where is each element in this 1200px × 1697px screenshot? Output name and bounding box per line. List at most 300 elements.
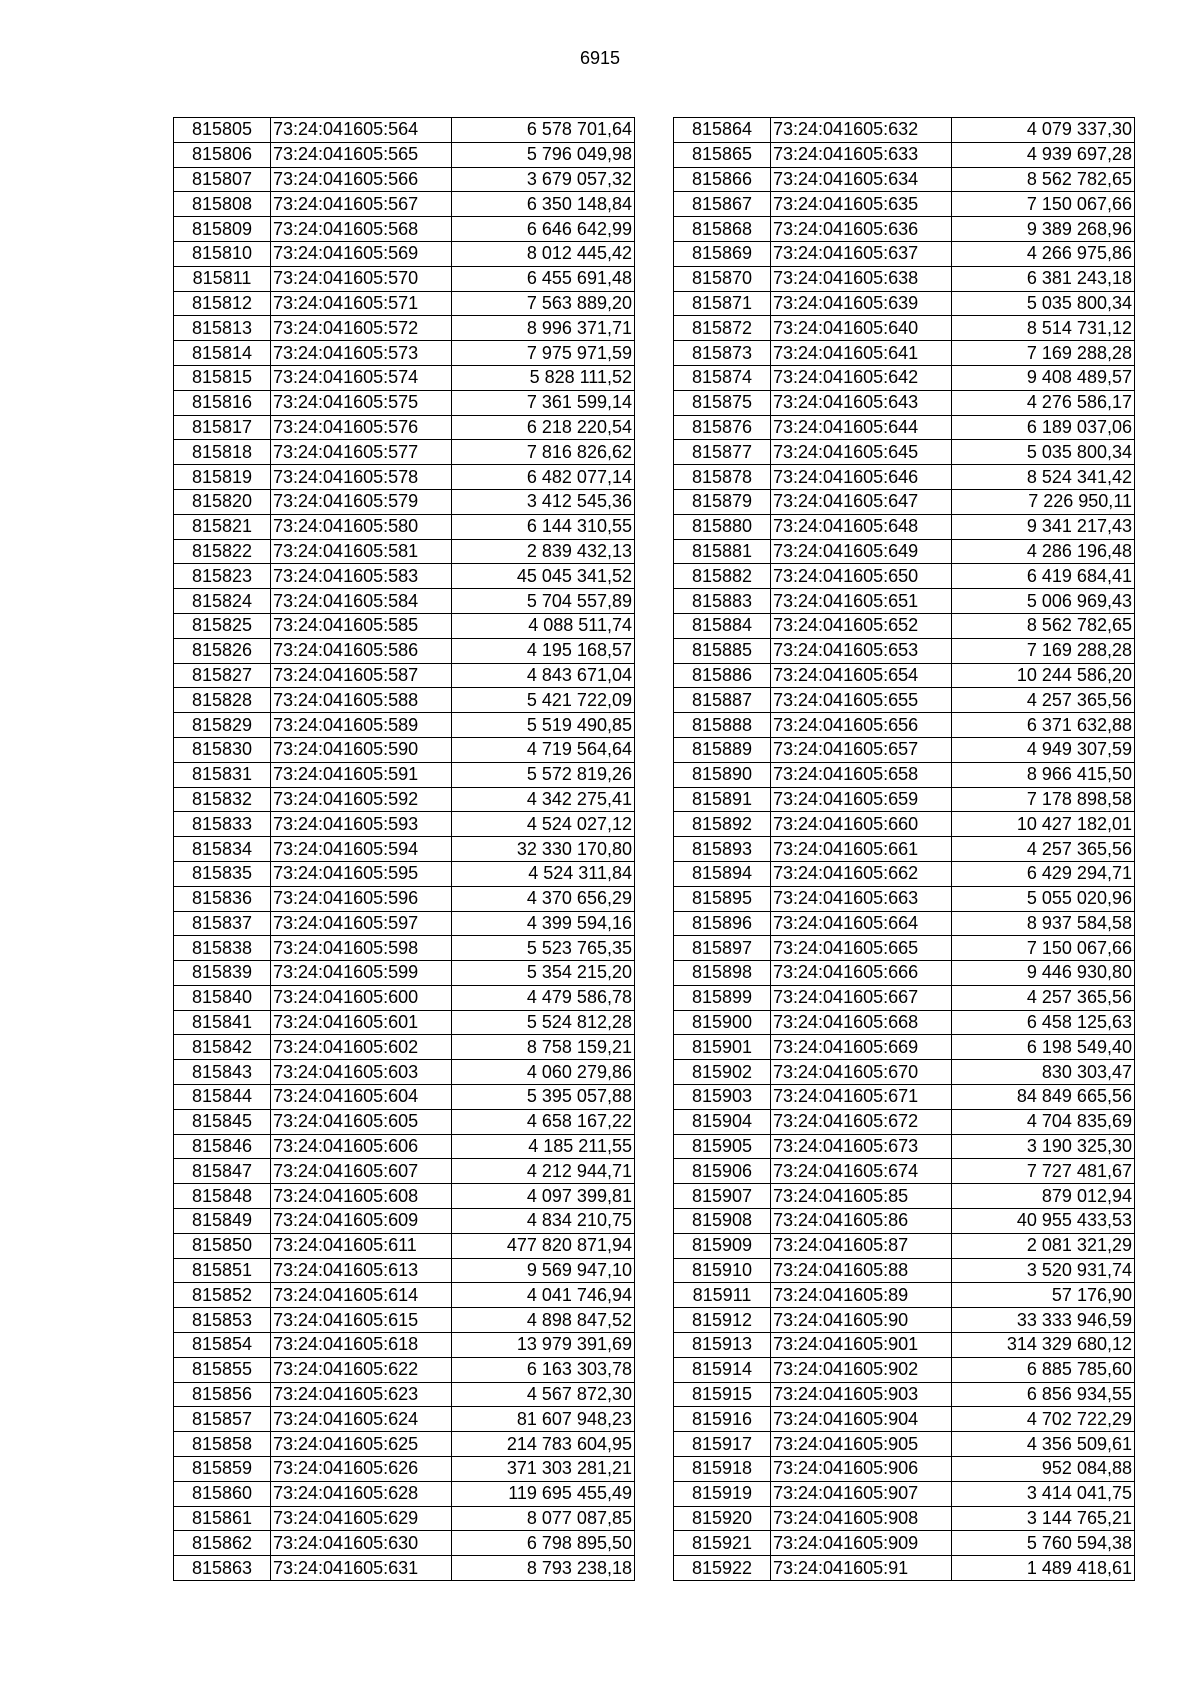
cadastral-number-cell: 73:24:041605:566: [271, 167, 452, 192]
value-cell: 7 150 067,66: [952, 192, 1135, 217]
value-cell: 5 354 215,20: [452, 961, 635, 986]
value-cell: 6 218 220,54: [452, 415, 635, 440]
cadastral-number-cell: 73:24:041605:661: [771, 837, 952, 862]
cadastral-number-cell: 73:24:041605:569: [271, 241, 452, 266]
value-cell: 8 077 087,85: [452, 1506, 635, 1531]
cadastral-number-cell: 73:24:041605:633: [771, 142, 952, 167]
value-cell: 477 820 871,94: [452, 1233, 635, 1258]
value-cell: 4 060 279,86: [452, 1060, 635, 1085]
row-number-cell: 815902: [674, 1060, 771, 1085]
row-number-cell: 815917: [674, 1432, 771, 1457]
table-row: [174, 663, 635, 688]
cadastral-number-cell: 73:24:041605:602: [271, 1035, 452, 1060]
table-row: [674, 1010, 1135, 1035]
cadastral-number-cell: 73:24:041605:648: [771, 514, 952, 539]
row-number-cell: 815812: [174, 291, 271, 316]
row-number-cell: 815893: [674, 837, 771, 862]
value-cell: 8 562 782,65: [952, 613, 1135, 638]
cadastral-number-cell: 73:24:041605:652: [771, 613, 952, 638]
cadastral-number-cell: 73:24:041605:649: [771, 539, 952, 564]
cadastral-number-cell: 73:24:041605:594: [271, 837, 452, 862]
table-row: [174, 415, 635, 440]
cadastral-number-cell: 73:24:041605:584: [271, 589, 452, 614]
table-row: [174, 365, 635, 390]
table-row: [174, 192, 635, 217]
value-cell: 4 524 311,84: [452, 861, 635, 886]
row-number-cell: 815875: [674, 390, 771, 415]
value-cell: 4 834 210,75: [452, 1209, 635, 1234]
cadastral-number-cell: 73:24:041605:905: [771, 1432, 952, 1457]
value-cell: 81 607 948,23: [452, 1407, 635, 1432]
value-cell: 6 455 691,48: [452, 266, 635, 291]
row-number-cell: 815900: [674, 1010, 771, 1035]
cadastral-number-cell: 73:24:041605:651: [771, 589, 952, 614]
row-number-cell: 815888: [674, 713, 771, 738]
row-number-cell: 815809: [174, 217, 271, 242]
cadastral-number-cell: 73:24:041605:659: [771, 787, 952, 812]
row-number-cell: 815821: [174, 514, 271, 539]
cadastral-number-cell: 73:24:041605:614: [271, 1283, 452, 1308]
cadastral-number-cell: 73:24:041605:642: [771, 365, 952, 390]
table-row: [674, 1432, 1135, 1457]
value-cell: 32 330 170,80: [452, 837, 635, 862]
row-number-cell: 815868: [674, 217, 771, 242]
row-number-cell: 815870: [674, 266, 771, 291]
table-row: [174, 1209, 635, 1234]
cadastral-number-cell: 73:24:041605:592: [271, 787, 452, 812]
row-number-cell: 815866: [674, 167, 771, 192]
cadastral-number-cell: 73:24:041605:615: [271, 1308, 452, 1333]
table-row: [174, 688, 635, 713]
table-row: [174, 514, 635, 539]
table-row: [174, 812, 635, 837]
table-row: [174, 1159, 635, 1184]
row-number-cell: 815897: [674, 936, 771, 961]
value-cell: 9 341 217,43: [952, 514, 1135, 539]
table-row: [674, 1184, 1135, 1209]
value-cell: 6 189 037,06: [952, 415, 1135, 440]
cadastral-number-cell: 73:24:041605:577: [271, 440, 452, 465]
value-cell: 4 195 168,57: [452, 638, 635, 663]
cadastral-number-cell: 73:24:041605:666: [771, 961, 952, 986]
value-cell: 214 783 604,95: [452, 1432, 635, 1457]
value-cell: 8 996 371,71: [452, 316, 635, 341]
row-number-cell: 815886: [674, 663, 771, 688]
value-cell: 830 303,47: [952, 1060, 1135, 1085]
row-number-cell: 815849: [174, 1209, 271, 1234]
row-number-cell: 815862: [174, 1531, 271, 1556]
row-number-cell: 815912: [674, 1308, 771, 1333]
cadastral-number-cell: 73:24:041605:576: [271, 415, 452, 440]
table-row: [174, 1233, 635, 1258]
table-row: [174, 1382, 635, 1407]
value-cell: 7 361 599,14: [452, 390, 635, 415]
row-number-cell: 815863: [174, 1556, 271, 1581]
row-number-cell: 815907: [674, 1184, 771, 1209]
cadastral-number-cell: 73:24:041605:635: [771, 192, 952, 217]
table-row: [174, 118, 635, 143]
value-cell: 4 898 847,52: [452, 1308, 635, 1333]
table-row: [674, 1085, 1135, 1110]
cadastral-number-cell: 73:24:041605:586: [271, 638, 452, 663]
row-number-cell: 815846: [174, 1134, 271, 1159]
value-cell: 8 524 341,42: [952, 465, 1135, 490]
row-number-cell: 815879: [674, 489, 771, 514]
table-row: [174, 142, 635, 167]
left-table-body: [174, 118, 635, 1581]
table-row: [674, 1457, 1135, 1482]
value-cell: 40 955 433,53: [952, 1209, 1135, 1234]
cadastral-number-cell: 73:24:041605:669: [771, 1035, 952, 1060]
cadastral-number-cell: 73:24:041605:626: [271, 1457, 452, 1482]
value-cell: 4 088 511,74: [452, 613, 635, 638]
cadastral-number-cell: 73:24:041605:650: [771, 564, 952, 589]
row-number-cell: 815806: [174, 142, 271, 167]
row-number-cell: 815880: [674, 514, 771, 539]
row-number-cell: 815822: [174, 539, 271, 564]
row-number-cell: 815807: [174, 167, 271, 192]
cadastral-number-cell: 73:24:041605:580: [271, 514, 452, 539]
value-cell: 5 796 049,98: [452, 142, 635, 167]
cadastral-number-cell: 73:24:041605:630: [271, 1531, 452, 1556]
value-cell: 6 198 549,40: [952, 1035, 1135, 1060]
table-row: [674, 737, 1135, 762]
table-row: [674, 291, 1135, 316]
row-number-cell: 815811: [174, 266, 271, 291]
table-row: [174, 589, 635, 614]
cadastral-number-cell: 73:24:041605:593: [271, 812, 452, 837]
row-number-cell: 815850: [174, 1233, 271, 1258]
row-number-cell: 815831: [174, 762, 271, 787]
table-row: [174, 1308, 635, 1333]
value-cell: 8 793 238,18: [452, 1556, 635, 1581]
row-number-cell: 815867: [674, 192, 771, 217]
table-row: [674, 564, 1135, 589]
table-row: [174, 638, 635, 663]
cadastral-number-cell: 73:24:041605:568: [271, 217, 452, 242]
cadastral-number-cell: 73:24:041605:613: [271, 1258, 452, 1283]
row-number-cell: 815848: [174, 1184, 271, 1209]
value-cell: 7 178 898,58: [952, 787, 1135, 812]
value-cell: 4 370 656,29: [452, 886, 635, 911]
value-cell: 9 389 268,96: [952, 217, 1135, 242]
value-cell: 4 342 275,41: [452, 787, 635, 812]
value-cell: 6 458 125,63: [952, 1010, 1135, 1035]
cadastral-number-cell: 73:24:041605:578: [271, 465, 452, 490]
cadastral-number-cell: 73:24:041605:591: [271, 762, 452, 787]
table-row: [174, 861, 635, 886]
row-number-cell: 815844: [174, 1085, 271, 1110]
value-cell: 4 658 167,22: [452, 1109, 635, 1134]
cadastral-number-cell: 73:24:041605:574: [271, 365, 452, 390]
cadastral-number-cell: 73:24:041605:643: [771, 390, 952, 415]
row-number-cell: 815881: [674, 539, 771, 564]
value-cell: 4 079 337,30: [952, 118, 1135, 143]
cadastral-number-cell: 73:24:041605:657: [771, 737, 952, 762]
cadastral-number-cell: 73:24:041605:656: [771, 713, 952, 738]
row-number-cell: 815921: [674, 1531, 771, 1556]
row-number-cell: 815884: [674, 613, 771, 638]
table-row: [674, 861, 1135, 886]
table-row: [174, 1258, 635, 1283]
cadastral-number-cell: 73:24:041605:631: [271, 1556, 452, 1581]
row-number-cell: 815869: [674, 241, 771, 266]
value-cell: 5 704 557,89: [452, 589, 635, 614]
row-number-cell: 815890: [674, 762, 771, 787]
value-cell: 952 084,88: [952, 1457, 1135, 1482]
row-number-cell: 815908: [674, 1209, 771, 1234]
row-number-cell: 815839: [174, 961, 271, 986]
cadastral-number-cell: 73:24:041605:609: [271, 1209, 452, 1234]
cadastral-number-cell: 73:24:041605:655: [771, 688, 952, 713]
value-cell: 5 006 969,43: [952, 589, 1135, 614]
row-number-cell: 815837: [174, 911, 271, 936]
row-number-cell: 815904: [674, 1109, 771, 1134]
value-cell: 3 679 057,32: [452, 167, 635, 192]
cadastral-number-cell: 73:24:041605:664: [771, 911, 952, 936]
table-row: [674, 688, 1135, 713]
row-number-cell: 815901: [674, 1035, 771, 1060]
table-row: [674, 787, 1135, 812]
table-row: [674, 1481, 1135, 1506]
row-number-cell: 815841: [174, 1010, 271, 1035]
table-row: [674, 192, 1135, 217]
table-row: [174, 316, 635, 341]
table-row: [674, 415, 1135, 440]
cadastral-number-cell: 73:24:041605:587: [271, 663, 452, 688]
cadastral-number-cell: 73:24:041605:91: [771, 1556, 952, 1581]
value-cell: 57 176,90: [952, 1283, 1135, 1308]
table-row: [674, 142, 1135, 167]
row-number-cell: 815876: [674, 415, 771, 440]
table-row: [674, 341, 1135, 366]
value-cell: 7 150 067,66: [952, 936, 1135, 961]
row-number-cell: 815913: [674, 1333, 771, 1358]
table-row: [174, 985, 635, 1010]
value-cell: 3 414 041,75: [952, 1481, 1135, 1506]
cadastral-number-cell: 73:24:041605:671: [771, 1085, 952, 1110]
row-number-cell: 815914: [674, 1357, 771, 1382]
value-cell: 4 567 872,30: [452, 1382, 635, 1407]
value-cell: 879 012,94: [952, 1184, 1135, 1209]
row-number-cell: 815882: [674, 564, 771, 589]
cadastral-number-cell: 73:24:041605:644: [771, 415, 952, 440]
cadastral-number-cell: 73:24:041605:646: [771, 465, 952, 490]
table-row: [174, 1407, 635, 1432]
table-row: [174, 1010, 635, 1035]
table-row: [174, 911, 635, 936]
cadastral-number-cell: 73:24:041605:600: [271, 985, 452, 1010]
row-number-cell: 815820: [174, 489, 271, 514]
value-cell: 6 885 785,60: [952, 1357, 1135, 1382]
cadastral-number-cell: 73:24:041605:670: [771, 1060, 952, 1085]
table-row: [674, 539, 1135, 564]
value-cell: 1 489 418,61: [952, 1556, 1135, 1581]
table-row: [674, 911, 1135, 936]
cadastral-number-cell: 73:24:041605:653: [771, 638, 952, 663]
table-row: [674, 713, 1135, 738]
value-cell: 3 520 931,74: [952, 1258, 1135, 1283]
table-row: [174, 390, 635, 415]
value-cell: 4 949 307,59: [952, 737, 1135, 762]
row-number-cell: 815825: [174, 613, 271, 638]
table-row: [674, 489, 1135, 514]
value-cell: 5 519 490,85: [452, 713, 635, 738]
cadastral-number-cell: 73:24:041605:579: [271, 489, 452, 514]
cadastral-number-cell: 73:24:041605:640: [771, 316, 952, 341]
cadastral-number-cell: 73:24:041605:585: [271, 613, 452, 638]
table-row: [174, 489, 635, 514]
value-cell: 7 169 288,28: [952, 638, 1135, 663]
table-row: [674, 936, 1135, 961]
row-number-cell: 815813: [174, 316, 271, 341]
value-cell: 6 798 895,50: [452, 1531, 635, 1556]
table-row: [674, 1258, 1135, 1283]
row-number-cell: 815824: [174, 589, 271, 614]
row-number-cell: 815827: [174, 663, 271, 688]
value-cell: 8 937 584,58: [952, 911, 1135, 936]
row-number-cell: 815843: [174, 1060, 271, 1085]
table-row: [174, 1457, 635, 1482]
value-cell: 4 399 594,16: [452, 911, 635, 936]
table-row: [674, 167, 1135, 192]
cadastral-number-cell: 73:24:041605:590: [271, 737, 452, 762]
row-number-cell: 815891: [674, 787, 771, 812]
value-cell: 4 097 399,81: [452, 1184, 635, 1209]
table-row: [174, 1531, 635, 1556]
table-row: [674, 663, 1135, 688]
cadastral-number-cell: 73:24:041605:674: [771, 1159, 952, 1184]
table-row: [674, 1060, 1135, 1085]
value-cell: 2 081 321,29: [952, 1233, 1135, 1258]
row-number-cell: 815818: [174, 440, 271, 465]
value-cell: 13 979 391,69: [452, 1333, 635, 1358]
table-row: [674, 390, 1135, 415]
table-row: [174, 936, 635, 961]
cadastral-number-cell: 73:24:041605:87: [771, 1233, 952, 1258]
table-row: [674, 365, 1135, 390]
row-number-cell: 815885: [674, 638, 771, 663]
cadastral-number-cell: 73:24:041605:583: [271, 564, 452, 589]
row-number-cell: 815916: [674, 1407, 771, 1432]
row-number-cell: 815872: [674, 316, 771, 341]
value-cell: 33 333 946,59: [952, 1308, 1135, 1333]
row-number-cell: 815815: [174, 365, 271, 390]
cadastral-number-cell: 73:24:041605:564: [271, 118, 452, 143]
row-number-cell: 815833: [174, 812, 271, 837]
value-cell: 84 849 665,56: [952, 1085, 1135, 1110]
cadastral-number-cell: 73:24:041605:607: [271, 1159, 452, 1184]
cadastral-number-cell: 73:24:041605:909: [771, 1531, 952, 1556]
table-row: [174, 1085, 635, 1110]
cadastral-number-cell: 73:24:041605:907: [771, 1481, 952, 1506]
value-cell: 6 482 077,14: [452, 465, 635, 490]
table-row: [174, 1432, 635, 1457]
value-cell: 10 427 182,01: [952, 812, 1135, 837]
value-cell: 7 816 826,62: [452, 440, 635, 465]
cadastral-number-cell: 73:24:041605:581: [271, 539, 452, 564]
value-cell: 6 381 243,18: [952, 266, 1135, 291]
value-cell: 4 266 975,86: [952, 241, 1135, 266]
table-row: [674, 1035, 1135, 1060]
cadastral-number-cell: 73:24:041605:565: [271, 142, 452, 167]
cadastral-number-cell: 73:24:041605:632: [771, 118, 952, 143]
value-cell: 4 286 196,48: [952, 539, 1135, 564]
value-cell: 5 035 800,34: [952, 291, 1135, 316]
row-number-cell: 815855: [174, 1357, 271, 1382]
table-row: [674, 316, 1135, 341]
row-number-cell: 815899: [674, 985, 771, 1010]
table-row: [674, 241, 1135, 266]
table-row: [674, 1308, 1135, 1333]
row-number-cell: 815838: [174, 936, 271, 961]
cadastral-number-cell: 73:24:041605:663: [771, 886, 952, 911]
cadastral-number-cell: 73:24:041605:571: [271, 291, 452, 316]
table-row: [174, 465, 635, 490]
table-row: [674, 118, 1135, 143]
table-row: [674, 1506, 1135, 1531]
right-table: [673, 117, 1135, 1581]
value-cell: 4 843 671,04: [452, 663, 635, 688]
row-number-cell: 815903: [674, 1085, 771, 1110]
row-number-cell: 815920: [674, 1506, 771, 1531]
value-cell: 4 702 722,29: [952, 1407, 1135, 1432]
row-number-cell: 815919: [674, 1481, 771, 1506]
row-number-cell: 815922: [674, 1556, 771, 1581]
cadastral-number-cell: 73:24:041605:623: [271, 1382, 452, 1407]
cadastral-number-cell: 73:24:041605:662: [771, 861, 952, 886]
cadastral-number-cell: 73:24:041605:608: [271, 1184, 452, 1209]
value-cell: 314 329 680,12: [952, 1333, 1135, 1358]
table-row: [674, 1283, 1135, 1308]
value-cell: 8 514 731,12: [952, 316, 1135, 341]
table-row: [174, 1184, 635, 1209]
table-row: [174, 1283, 635, 1308]
table-row: [174, 564, 635, 589]
table-row: [174, 737, 635, 762]
cadastral-number-cell: 73:24:041605:637: [771, 241, 952, 266]
cadastral-number-cell: 73:24:041605:638: [771, 266, 952, 291]
table-row: [674, 266, 1135, 291]
value-cell: 8 758 159,21: [452, 1035, 635, 1060]
row-number-cell: 815810: [174, 241, 271, 266]
cadastral-number-cell: 73:24:041605:89: [771, 1283, 952, 1308]
row-number-cell: 815836: [174, 886, 271, 911]
value-cell: 10 244 586,20: [952, 663, 1135, 688]
value-cell: 6 429 294,71: [952, 861, 1135, 886]
cadastral-number-cell: 73:24:041605:603: [271, 1060, 452, 1085]
value-cell: 7 727 481,67: [952, 1159, 1135, 1184]
row-number-cell: 815859: [174, 1457, 271, 1482]
cadastral-number-cell: 73:24:041605:625: [271, 1432, 452, 1457]
cadastral-number-cell: 73:24:041605:86: [771, 1209, 952, 1234]
row-number-cell: 815856: [174, 1382, 271, 1407]
table-row: [174, 341, 635, 366]
cadastral-number-cell: 73:24:041605:601: [271, 1010, 452, 1035]
table-row: [674, 961, 1135, 986]
cadastral-number-cell: 73:24:041605:575: [271, 390, 452, 415]
row-number-cell: 815834: [174, 837, 271, 862]
value-cell: 6 371 632,88: [952, 713, 1135, 738]
cadastral-number-cell: 73:24:041605:85: [771, 1184, 952, 1209]
table-row: [674, 1357, 1135, 1382]
table-row: [674, 613, 1135, 638]
row-number-cell: 815857: [174, 1407, 271, 1432]
value-cell: 4 479 586,78: [452, 985, 635, 1010]
row-number-cell: 815853: [174, 1308, 271, 1333]
table-row: [674, 1209, 1135, 1234]
cadastral-number-cell: 73:24:041605:622: [271, 1357, 452, 1382]
